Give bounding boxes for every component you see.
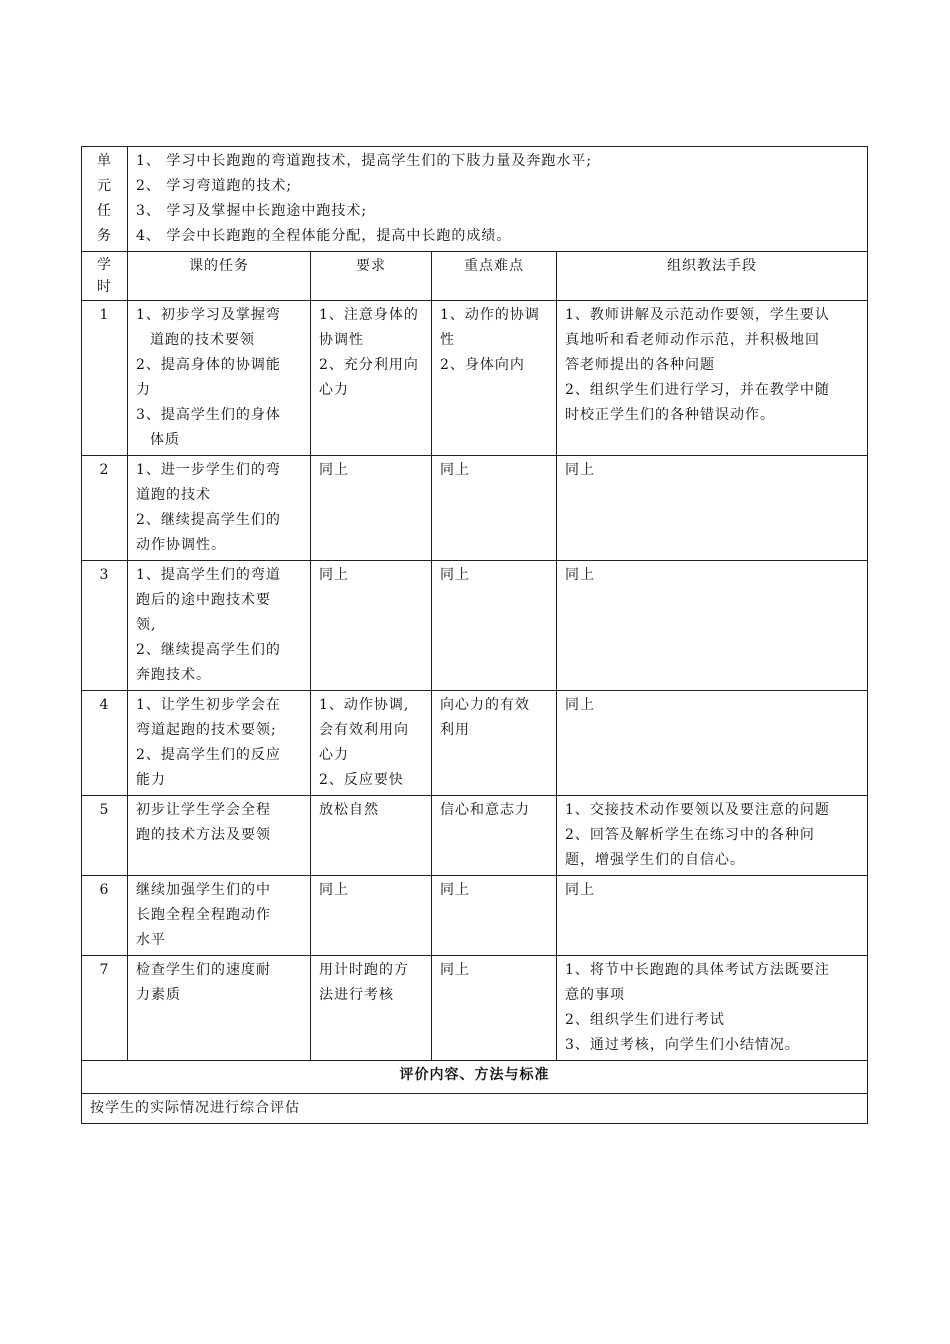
lesson-requirement (311, 301, 432, 456)
lesson-row (82, 691, 868, 796)
lesson-task-line: 2、提高学生们的反应 (136, 747, 281, 763)
lesson-methods-line: 2、组织学生们进行学习，并在教学中随 (565, 382, 830, 398)
lesson-methods (557, 796, 868, 876)
unit-label-char: 单 (97, 153, 112, 169)
unit-label-char: 任 (97, 203, 112, 219)
lesson-task-line: 长跑全程全程跑动作 (136, 907, 271, 923)
lesson-task-line: 初步让学生学会全程 (136, 802, 271, 818)
lesson-key-points (432, 301, 557, 456)
lesson-task-line: 跑后的途中跑技术要 (136, 592, 271, 608)
lesson-task (128, 956, 311, 1061)
lesson-task (128, 691, 311, 796)
lesson-hour: 7 (82, 956, 128, 1061)
lesson-methods-line: 真地听和看老师动作示范，并积极地回 (565, 332, 820, 348)
lesson-key-points-line: 性 (440, 332, 455, 348)
lesson-requirement-line: 放松自然 (319, 802, 379, 818)
lesson-requirement-line: 同上 (319, 882, 349, 898)
lesson-key-points (432, 456, 557, 561)
lesson-row (82, 456, 868, 561)
lesson-methods-line: 同上 (565, 567, 595, 583)
evaluation-title-row (82, 1061, 868, 1094)
lesson-task (128, 456, 311, 561)
lesson-requirement (311, 876, 432, 956)
evaluation-body-row (82, 1094, 868, 1124)
lesson-task-line: 2、继续提高学生们的 (136, 512, 281, 528)
lesson-methods-line: 1、教师讲解及示范动作要领，学生要认 (565, 307, 830, 323)
header-task: 课的任务 (128, 252, 311, 301)
lesson-row (82, 956, 868, 1061)
unit-task-item: 3、 学习及掌握中长跑途中跑技术; (136, 203, 368, 219)
lesson-task-line: 领, (136, 617, 157, 633)
lesson-requirement-line: 同上 (319, 567, 349, 583)
lesson-requirement-line: 法进行考核 (319, 987, 394, 1003)
lesson-task-line: 道跑的技术 (136, 487, 211, 503)
header-hour-char: 学 (97, 257, 112, 273)
unit-task-item: 4、 学会中长跑跑的全程体能分配，提高中长跑的成绩。 (136, 228, 512, 244)
lesson-hour: 6 (82, 876, 128, 956)
lesson-task-line: 2、提高身体的协调能 (136, 357, 281, 373)
lesson-requirement-line: 用计时跑的方 (319, 962, 409, 978)
lesson-requirement (311, 796, 432, 876)
unit-task-item: 1、 学习中长跑跑的弯道跑技术，提高学生们的下肢力量及奔跑水平; (136, 153, 593, 169)
unit-task-item: 2、 学习弯道跑的技术; (136, 178, 293, 194)
lesson-methods-line: 1、将节中长跑跑的具体考试方法既要注 (565, 962, 830, 978)
evaluation-body: 按学生的实际情况进行综合评估 (82, 1094, 868, 1124)
lesson-requirement-line: 1、注意身体的 (319, 307, 419, 323)
lesson-key-points (432, 956, 557, 1061)
lesson-task-line: 水平 (136, 932, 166, 948)
evaluation-title: 评价内容、方法与标准 (82, 1061, 868, 1094)
lesson-methods (557, 456, 868, 561)
lesson-key-points-line: 同上 (440, 462, 470, 478)
lesson-task-line: 检查学生们的速度耐 (136, 962, 271, 978)
lesson-methods-line: 答老师提出的各种问题 (565, 357, 715, 373)
lesson-methods (557, 561, 868, 691)
header-key-points: 重点难点 (432, 252, 557, 301)
header-row (82, 252, 868, 301)
lesson-task-line: 力素质 (136, 987, 181, 1003)
lesson-key-points (432, 561, 557, 691)
lesson-methods (557, 301, 868, 456)
lesson-key-points-line: 2、身体向内 (440, 357, 525, 373)
lesson-key-points-line: 向心力的有效 (440, 697, 530, 713)
lesson-key-points-line: 同上 (440, 882, 470, 898)
lesson-task-line: 弯道起跑的技术要领; (136, 722, 277, 738)
lesson-task-line: 继续加强学生们的中 (136, 882, 271, 898)
lesson-hour: 1 (82, 301, 128, 456)
header-methods: 组织教法手段 (557, 252, 868, 301)
lesson-methods-line: 1、交接技术动作要领以及要注意的问题 (565, 802, 830, 818)
lesson-task-line: 奔跑技术。 (136, 667, 211, 683)
lesson-plan-table (81, 146, 868, 1124)
header-requirement: 要求 (311, 252, 432, 301)
unit-label-char: 元 (97, 178, 112, 194)
lesson-requirement-line: 心力 (319, 747, 349, 763)
unit-label-char: 务 (97, 228, 112, 244)
lesson-key-points-line: 信心和意志力 (440, 802, 530, 818)
lesson-requirement-line: 2、充分利用向 (319, 357, 419, 373)
unit-task-label (82, 147, 128, 252)
lesson-methods-line: 2、组织学生们进行考试 (565, 1012, 725, 1028)
lesson-hour: 5 (82, 796, 128, 876)
lesson-methods (557, 691, 868, 796)
lesson-requirement-line: 2、反应要快 (319, 772, 404, 788)
lesson-task (128, 561, 311, 691)
lesson-hour: 4 (82, 691, 128, 796)
lesson-requirement-line: 会有效利用向 (319, 722, 409, 738)
lesson-requirement-line: 1、动作协调, (319, 697, 410, 713)
lesson-task-line: 3、提高学生们的身体 (136, 407, 281, 423)
lesson-task-line: 1、进一步学生们的弯 (136, 462, 281, 478)
lesson-key-points-line: 1、动作的协调 (440, 307, 540, 323)
unit-task-row (82, 147, 868, 252)
lesson-key-points (432, 876, 557, 956)
lesson-methods-line: 意的事项 (565, 987, 625, 1003)
lesson-key-points-line: 同上 (440, 567, 470, 583)
lesson-methods-line: 同上 (565, 462, 595, 478)
lesson-task (128, 796, 311, 876)
lesson-task-line: 体质 (150, 432, 180, 448)
lesson-task-line: 力 (136, 382, 151, 398)
lesson-task-line: 道跑的技术要领 (150, 332, 255, 348)
lesson-task-line: 1、初步学习及掌握弯 (136, 307, 281, 323)
lesson-methods (557, 876, 868, 956)
lesson-requirement (311, 691, 432, 796)
header-hour-char: 时 (97, 279, 112, 295)
lesson-requirement (311, 456, 432, 561)
lesson-task-line: 跑的技术方法及要领 (136, 827, 271, 843)
lesson-hour: 2 (82, 456, 128, 561)
lesson-row (82, 796, 868, 876)
lesson-methods-line: 2、回答及解析学生在练习中的各种问 (565, 827, 815, 843)
lesson-task-line: 能力 (136, 772, 166, 788)
lesson-task (128, 301, 311, 456)
lesson-methods-line: 题，增强学生们的自信心。 (565, 852, 745, 868)
lesson-hour: 3 (82, 561, 128, 691)
lesson-task (128, 876, 311, 956)
lesson-methods-line: 同上 (565, 697, 595, 713)
lesson-key-points (432, 796, 557, 876)
lesson-requirement-line: 同上 (319, 462, 349, 478)
header-hour (82, 252, 128, 301)
lesson-task-line: 1、让学生初步学会在 (136, 697, 281, 713)
lesson-methods-line: 3、通过考核，向学生们小结情况。 (565, 1037, 800, 1053)
lesson-methods-line: 时校正学生们的各种错误动作。 (565, 407, 775, 423)
unit-task-list (128, 147, 868, 252)
lesson-requirement-line: 心力 (319, 382, 349, 398)
lesson-requirement (311, 561, 432, 691)
lesson-task-line: 2、继续提高学生们的 (136, 642, 281, 658)
lesson-row (82, 561, 868, 691)
lesson-row (82, 876, 868, 956)
lesson-requirement (311, 956, 432, 1061)
lesson-requirement-line: 协调性 (319, 332, 364, 348)
lesson-task-line: 动作协调性。 (136, 537, 226, 553)
lesson-row (82, 301, 868, 456)
lesson-key-points-line: 利用 (440, 722, 470, 738)
lesson-key-points (432, 691, 557, 796)
lesson-task-line: 1、提高学生们的弯道 (136, 567, 281, 583)
lesson-key-points-line: 同上 (440, 962, 470, 978)
lesson-methods-line: 同上 (565, 882, 595, 898)
lesson-methods (557, 956, 868, 1061)
